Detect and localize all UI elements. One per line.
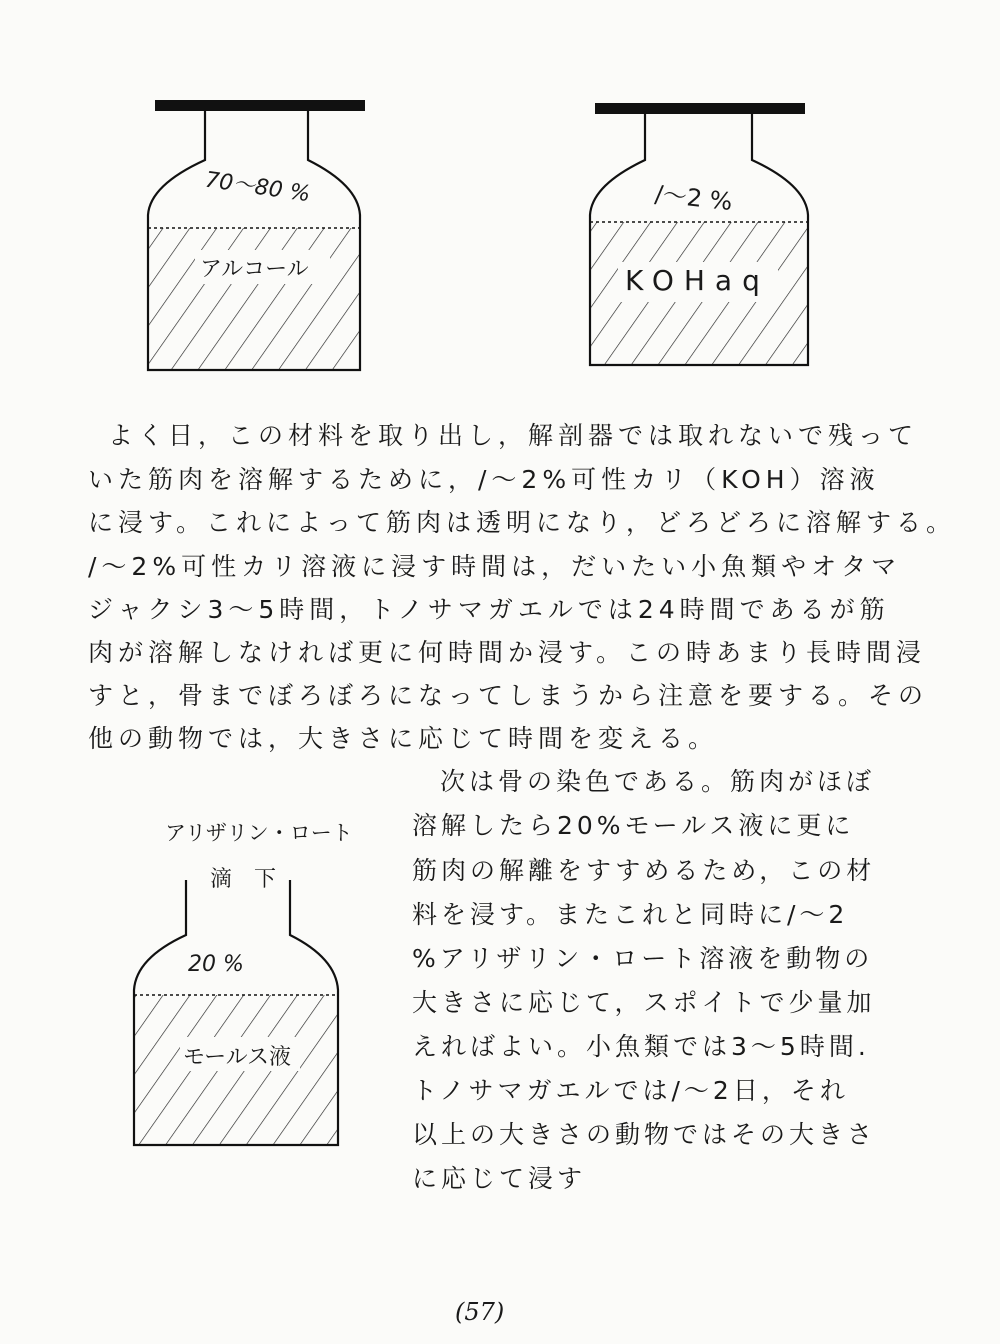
text-line: 大きさに応じて，スポイトで少量加 <box>412 988 876 1017</box>
text-line: 他の動物では，大きさに応じて時間を変える。 <box>88 724 719 753</box>
alcohol-label: アルコール <box>200 257 309 282</box>
drip-label: 滴 下 <box>210 867 277 892</box>
mols-label: モールス液 <box>183 1045 292 1070</box>
text-line: /～2%可性カリ溶液に浸す時間は，だいたい小魚類やオタマ <box>88 552 902 581</box>
mols-flask-icon <box>134 880 338 1145</box>
text-line: すと，骨までぼろぼろになってしまうから注意を要する。その <box>88 681 929 710</box>
text-line: よく日，この材料を取り出し，解剖器では取れないで残って <box>108 421 919 450</box>
text-line: 次は骨の染色である。筋肉がほぼ <box>440 767 876 796</box>
text-line: %アリザリン・ロート溶液を動物の <box>412 944 874 973</box>
text-line: トノサマガエルでは/～2日，それ <box>412 1076 849 1105</box>
text-line: に応じて浸す <box>412 1164 587 1193</box>
koh-label: KOHaq <box>625 264 770 297</box>
koh-percent: /～2 % <box>653 179 734 216</box>
mols-percent: 20 % <box>188 952 244 977</box>
alcohol-flask-icon <box>148 100 365 370</box>
text-line: ジャクシ3～5時間，トノサマガエルでは24時間であるが筋 <box>88 595 890 624</box>
text-line: 筋肉の解離をすすめるため，この材 <box>412 856 876 885</box>
text-line: いた筋肉を溶解するために，/～2%可性カリ（KOH）溶液 <box>88 465 880 494</box>
text-line: に浸す。これによって筋肉は透明になり，どろどろに溶解する。 <box>88 508 957 537</box>
text-line: 溶解したら20%モールス液に更に <box>412 811 855 840</box>
page-number: (57) <box>455 1298 505 1326</box>
alcohol-percent: 70～80 % <box>203 167 312 208</box>
text-line: 料を浸す。またこれと同時に/～2 <box>412 900 849 929</box>
koh-flask-icon <box>590 103 808 365</box>
text-line: 肉が溶解しなければ更に何時間か浸す。この時あまり長時間浸 <box>88 638 927 667</box>
text-line: えればよい。小魚類では3～5時間. <box>412 1032 870 1061</box>
alizarin-label: アリザリン・ロート <box>165 821 353 845</box>
text-line: 以上の大きさの動物ではその大きさ <box>412 1120 877 1149</box>
